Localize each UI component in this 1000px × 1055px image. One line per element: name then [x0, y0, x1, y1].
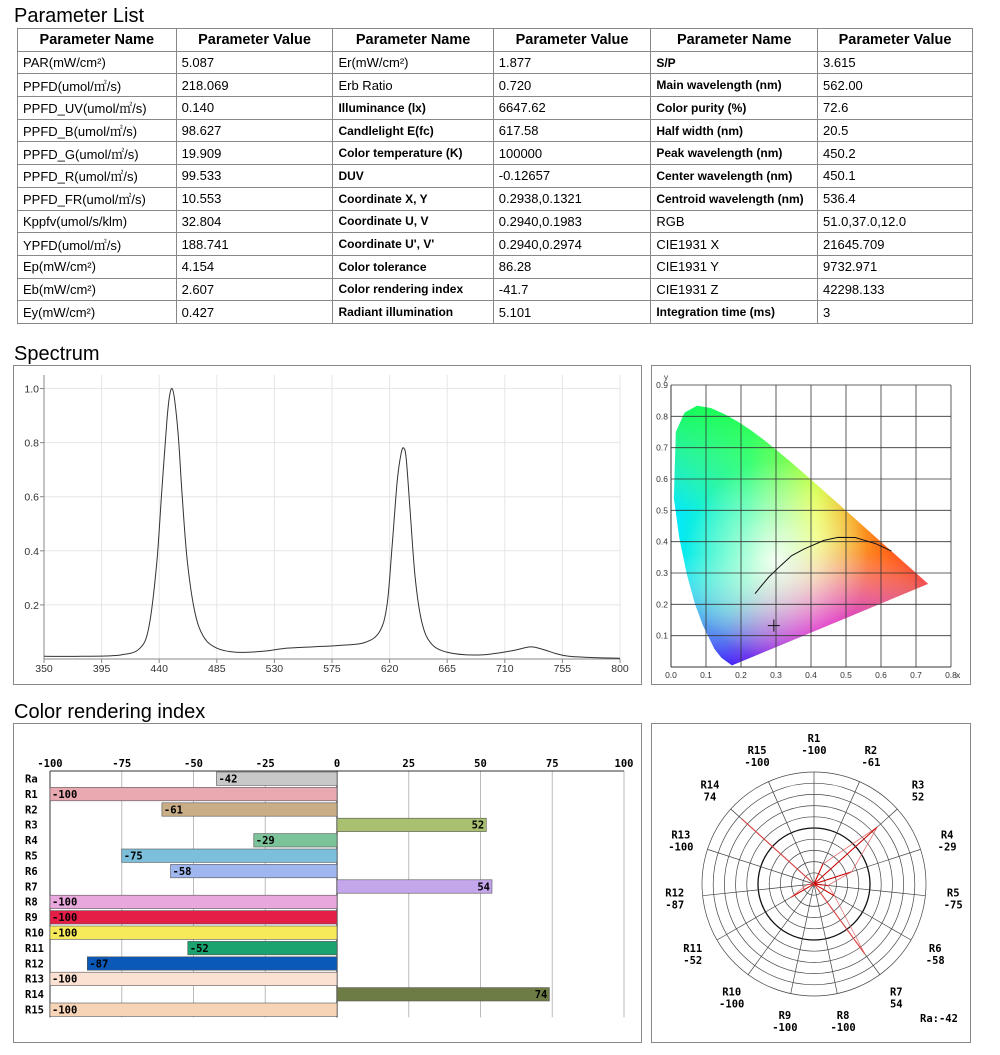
cri-bar-value-label: -100: [52, 1004, 78, 1017]
spectrum-title: Spectrum: [14, 343, 100, 365]
table-row: [18, 233, 973, 256]
spectrum-x-tick-label: 350: [35, 663, 53, 675]
radar-value-label: -100: [830, 1021, 856, 1034]
cri-bar-category-label: R6: [25, 865, 38, 878]
radar-value-label: -61: [861, 757, 881, 770]
cri-bar-value-label: -100: [52, 927, 78, 940]
radar-value-label: -87: [665, 899, 685, 912]
cri-bar-x-tick-label: 75: [545, 758, 559, 770]
cri-radar-chart: [652, 724, 970, 1042]
cri-bar: [50, 911, 337, 924]
radar-value-label: -100: [744, 757, 770, 770]
cri-bar: [122, 849, 337, 862]
parameter-value-cell: 98.627: [176, 119, 333, 142]
radar-category-label: R7: [889, 986, 903, 999]
parameter-name-cell: PAR(mW/cm²): [18, 51, 177, 74]
radar-value-label: -100: [801, 745, 827, 757]
table-header-row: [18, 29, 973, 52]
radar-category-label: R1: [807, 733, 821, 745]
radar-category-label: R4: [940, 829, 954, 842]
radar-value-label: 52: [911, 791, 925, 804]
parameter-name-cell: Radiant illumination: [333, 301, 493, 324]
cri-bar-category-label: R8: [25, 896, 38, 909]
parameter-name-cell: YPFD(umol/㎡/s): [18, 233, 177, 256]
cie-chromaticity-chart: [652, 366, 970, 684]
parameter-value-cell: 9732.971: [818, 255, 973, 278]
radar-category-label: R15: [747, 745, 767, 758]
table-row: [18, 187, 973, 210]
cri-bar: [50, 1003, 337, 1016]
spectrum-y-tick-label: 0.2: [24, 599, 39, 612]
parameter-name-cell: PPFD_R(umol/㎡/s): [18, 165, 177, 188]
spectrum-y-tick-label: 0.8: [24, 437, 39, 450]
table-row: [18, 301, 973, 324]
cie-y-tick-label: 0.5: [656, 505, 668, 516]
spectrum-y-tick-label: 0.6: [24, 491, 39, 504]
cri-bar-category-label: R11: [25, 942, 44, 955]
parameter-value-cell: 100000: [493, 142, 651, 165]
parameter-name-cell: Color purity (%): [651, 97, 818, 120]
parameter-name-cell: CIE1931 Y: [651, 255, 818, 278]
cri-bar-value-label: -100: [52, 973, 78, 986]
cri-bar-value-label: -87: [89, 958, 109, 971]
parameter-value-cell: 3: [818, 301, 973, 324]
parameter-name-cell: Kppfv(umol/s/klm): [18, 210, 177, 233]
radar-category-label: R6: [928, 943, 942, 955]
cri-bar: [337, 880, 492, 893]
parameter-table: [17, 28, 973, 324]
spectrum-x-tick-label: 710: [496, 663, 514, 675]
parameter-value-cell: 10.553: [176, 187, 333, 210]
cie-y-tick-label: 0.9: [656, 380, 668, 390]
cie-y-tick-label: 0.3: [656, 568, 668, 578]
parameter-value-cell: 450.1: [818, 165, 973, 188]
parameter-name-cell: Integration time (ms): [651, 301, 818, 324]
parameter-value-cell: 0.2940,0.2974: [493, 233, 651, 256]
radar-value-label: -100: [668, 841, 694, 854]
radar-category-label: R8: [836, 1009, 850, 1022]
cri-bar-category-label: R7: [25, 881, 38, 894]
parameter-value-cell: 4.154: [176, 255, 333, 278]
parameter-value-cell: 0.2940,0.1983: [493, 210, 651, 233]
table-row: [18, 278, 973, 301]
spectrum-x-tick-label: 530: [265, 663, 284, 675]
cri-bar-value-label: -100: [52, 912, 78, 925]
table-row: [18, 142, 973, 165]
cri-bar: [337, 988, 549, 1001]
cie-y-axis-label: y: [664, 373, 668, 382]
parameter-name-cell: Color rendering index: [333, 278, 493, 301]
radar-value-label: -52: [683, 955, 703, 967]
parameter-value-cell: 536.4: [818, 187, 973, 210]
cri-bar: [50, 926, 337, 939]
parameter-value-cell: 450.2: [818, 142, 973, 165]
cie-x-tick-label: 0.6: [875, 670, 887, 680]
header-parameter-value: Parameter Value: [493, 29, 651, 52]
header-parameter-value: Parameter Value: [176, 29, 333, 52]
parameter-name-cell: Coordinate U', V': [333, 233, 493, 256]
parameter-name-cell: CIE1931 X: [651, 233, 818, 256]
cri-bar-x-tick-label: 0: [333, 758, 341, 770]
cie-x-tick-label: 0.0: [665, 670, 677, 680]
parameter-value-cell: 1.877: [493, 51, 651, 74]
radar-polygon-edge: [791, 885, 807, 898]
radar-category-label: R3: [911, 779, 925, 792]
header-parameter-value: Parameter Value: [818, 29, 973, 52]
cie-y-tick-label: 0.2: [656, 599, 668, 610]
table-row: [18, 165, 973, 188]
cri-bar-value-label: -61: [163, 804, 183, 817]
parameter-name-cell: PPFD_UV(umol/㎡/s): [18, 97, 177, 120]
cri-bar-x-tick-label: -25: [255, 758, 275, 770]
cri-bar-category-label: R15: [25, 1004, 44, 1017]
parameter-value-cell: 0.427: [176, 301, 333, 324]
parameter-name-cell: DUV: [333, 165, 493, 188]
parameter-value-cell: 72.6: [818, 97, 973, 120]
parameter-value-cell: 562.00: [818, 74, 973, 97]
parameter-name-cell: PPFD_FR(umol/㎡/s): [18, 187, 177, 210]
spectrum-y-tick-label: 0.4: [24, 545, 39, 558]
cie-gamut-fill: [671, 385, 934, 667]
cri-bar-x-tick-label: -100: [37, 758, 63, 770]
cri-bar-value-label: -52: [189, 942, 209, 955]
cri-bar-category-label: R4: [25, 835, 38, 848]
parameter-value-cell: 32.804: [176, 210, 333, 233]
header-parameter-name: Parameter Name: [18, 29, 177, 52]
cri-bar-category-label: R10: [25, 927, 44, 940]
radar-category-label: R2: [864, 745, 878, 758]
cri-bar-value-label: -100: [52, 896, 78, 909]
parameter-name-cell: Peak wavelength (nm): [651, 142, 818, 165]
cri-bar: [171, 864, 337, 877]
radar-category-label: R13: [671, 829, 691, 842]
parameter-value-cell: 0.2938,0.1321: [493, 187, 651, 210]
cri-bar: [50, 895, 337, 908]
cri-bar: [188, 941, 337, 954]
spectrum-y-tick-label: 1.0: [24, 383, 39, 396]
cri-bar: [337, 818, 486, 831]
parameter-value-cell: 188.741: [176, 233, 333, 256]
cie-x-tick-label: 0.5: [840, 670, 852, 680]
parameter-name-cell: PPFD(umol/㎡/s): [18, 74, 177, 97]
cri-radar-panel: [651, 723, 971, 1043]
spectrum-x-tick-label: 395: [92, 663, 111, 675]
cri-bar-category-label: Ra: [25, 773, 38, 786]
cri-bar-panel: [13, 723, 642, 1043]
parameter-value-cell: 42298.133: [818, 278, 973, 301]
parameter-name-cell: Eb(mW/cm²): [18, 278, 177, 301]
parameter-name-cell: Candlelight E(fc): [333, 119, 493, 142]
cie-x-tick-label: 0.2: [735, 670, 747, 680]
table-row: [18, 255, 973, 278]
parameter-name-cell: Er(mW/cm²): [333, 51, 493, 74]
cie-y-tick-label: 0.4: [656, 536, 668, 547]
table-row: [18, 119, 973, 142]
cie-y-tick-label: 0.7: [656, 442, 668, 453]
parameter-value-cell: 21645.709: [818, 233, 973, 256]
radar-category-label: R5: [946, 887, 960, 900]
parameter-value-cell: 99.533: [176, 165, 333, 188]
parameter-name-cell: Illuminance (lx): [333, 97, 493, 120]
spectrum-x-tick-label: 440: [150, 663, 168, 675]
radar-value-label: -100: [719, 998, 745, 1011]
cie-x-tick-label: 0.1: [700, 670, 712, 680]
parameter-name-cell: PPFD_B(umol/㎡/s): [18, 119, 177, 142]
cri-bar-chart: [14, 724, 641, 1042]
spectrum-x-tick-label: 485: [208, 663, 226, 675]
parameter-value-cell: 0.720: [493, 74, 651, 97]
parameter-name-cell: Main wavelength (nm): [651, 74, 818, 97]
cri-bar-category-label: R3: [25, 819, 38, 832]
parameter-name-cell: S/P: [651, 51, 818, 74]
radar-ra-label: Ra:-42: [920, 1013, 958, 1025]
cri-bar-x-tick-label: -75: [112, 758, 132, 770]
parameter-name-cell: Centroid wavelength (nm): [651, 187, 818, 210]
cie-x-tick-label: 0.8: [945, 670, 957, 680]
parameter-name-cell: RGB: [651, 210, 818, 233]
cri-bar: [162, 803, 337, 816]
radar-value-label: 54: [889, 998, 903, 1011]
cri-bar-category-label: R12: [25, 958, 44, 971]
parameter-name-cell: Half width (nm): [651, 119, 818, 142]
cri-bar-value-label: -100: [52, 788, 78, 801]
radar-category-label: R9: [778, 1009, 792, 1022]
parameter-name-cell: CIE1931 Z: [651, 278, 818, 301]
parameter-name-cell: Coordinate U, V: [333, 210, 493, 233]
parameter-value-cell: 51.0,37.0,12.0: [818, 210, 973, 233]
cri-title: Color rendering index: [14, 701, 206, 723]
spectrum-panel: [13, 365, 642, 685]
cie-x-tick-label: 0.7: [910, 670, 922, 680]
parameter-name-cell: Ep(mW/cm²): [18, 255, 177, 278]
spectrum-x-tick-label: 665: [438, 663, 456, 675]
parameter-list-title: Parameter List: [14, 5, 145, 27]
parameter-name-cell: Ey(mW/cm²): [18, 301, 177, 324]
cri-bar-x-tick-label: 25: [402, 758, 416, 770]
cri-bar-category-label: R14: [25, 989, 44, 1002]
cri-bar-category-label: R9: [25, 912, 38, 925]
cri-bar-x-tick-label: 100: [614, 758, 634, 770]
cri-bar-x-tick-label: -50: [184, 758, 203, 770]
cri-bar-value-label: 52: [471, 819, 485, 832]
cri-bar-value-label: -75: [123, 850, 143, 863]
cri-bar-value-label: 54: [477, 881, 490, 894]
cie-x-tick-label: 0.4: [805, 670, 817, 680]
cri-bar-category-label: R2: [25, 804, 38, 817]
parameter-value-cell: -0.12657: [493, 165, 651, 188]
parameter-value-cell: 617.58: [493, 119, 651, 142]
cri-bar: [50, 787, 337, 800]
parameter-value-cell: 6647.62: [493, 97, 651, 120]
parameter-name-cell: Center wavelength (nm): [651, 165, 818, 188]
cie-x-tick-label: 0.3: [770, 670, 782, 680]
cie-y-tick-label: 0.1: [656, 630, 668, 641]
cri-bar-value-label: -42: [218, 773, 238, 786]
parameter-value-cell: 0.140: [176, 97, 333, 120]
spectrum-x-tick-label: 800: [611, 663, 629, 675]
table-row: [18, 74, 973, 97]
radar-category-label: R11: [683, 943, 703, 955]
cie-x-axis-label: x: [956, 670, 961, 680]
parameter-value-cell: -41.7: [493, 278, 651, 301]
header-parameter-name: Parameter Name: [651, 29, 818, 52]
cri-bar-value-label: 74: [534, 989, 548, 1002]
parameter-name-cell: Color tolerance: [333, 255, 493, 278]
parameter-name-cell: Coordinate X, Y: [333, 187, 493, 210]
radar-value-label: -75: [943, 899, 963, 912]
parameter-value-cell: 3.615: [818, 51, 973, 74]
parameter-name-cell: PPFD_G(umol/㎡/s): [18, 142, 177, 165]
parameter-value-cell: 19.909: [176, 142, 333, 165]
cri-bar-category-label: R13: [25, 973, 44, 986]
radar-category-label: R14: [700, 779, 720, 792]
radar-value-label: -100: [772, 1021, 798, 1034]
spectrum-x-tick-label: 620: [380, 663, 399, 675]
cri-bar-value-label: -58: [172, 865, 192, 878]
cri-bar-x-tick-label: 50: [474, 758, 487, 770]
parameter-name-cell: Erb Ratio: [333, 74, 493, 97]
parameter-name-cell: Color temperature (K): [333, 142, 493, 165]
parameter-value-cell: 20.5: [818, 119, 973, 142]
radar-value-label: -58: [925, 955, 945, 967]
cie-y-tick-label: 0.8: [656, 411, 668, 422]
cie-y-tick-label: 0.6: [656, 474, 668, 484]
table-row: [18, 97, 973, 120]
parameter-value-cell: 2.607: [176, 278, 333, 301]
cri-bar-category-label: R5: [25, 850, 38, 863]
cri-bar: [50, 972, 337, 985]
table-row: [18, 51, 973, 74]
radar-value-label: -29: [937, 841, 957, 854]
cri-bar: [87, 957, 337, 970]
cri-bar-category-label: R1: [25, 788, 38, 801]
spectrum-x-tick-label: 755: [553, 663, 572, 675]
cri-bar-value-label: -29: [255, 835, 275, 848]
table-row: [18, 210, 973, 233]
radar-category-label: R12: [665, 887, 685, 900]
radar-category-label: R10: [722, 986, 742, 999]
parameter-value-cell: 218.069: [176, 74, 333, 97]
radar-value-label: 74: [703, 791, 717, 804]
spectrum-chart: [14, 366, 641, 684]
spectrum-x-tick-label: 575: [323, 663, 341, 675]
radar-value-ray: [814, 864, 823, 884]
cie-fill-white: [671, 385, 934, 667]
cie-panel: [651, 365, 971, 685]
parameter-value-cell: 86.28: [493, 255, 651, 278]
parameter-value-cell: 5.087: [176, 51, 333, 74]
header-parameter-name: Parameter Name: [333, 29, 493, 52]
parameter-value-cell: 5.101: [493, 301, 651, 324]
radar-value-ray: [814, 872, 852, 884]
